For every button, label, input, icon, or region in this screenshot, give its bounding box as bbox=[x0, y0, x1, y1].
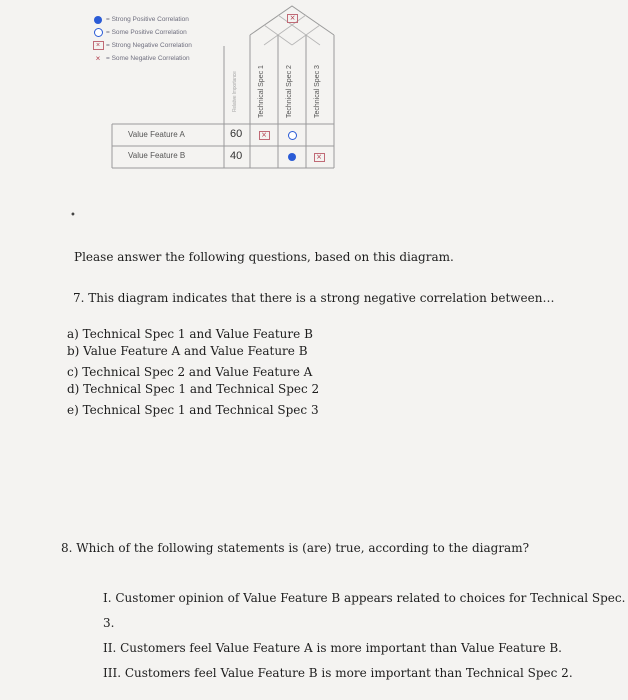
row-label-value-feature-b: Value Feature B bbox=[128, 151, 186, 160]
importance-value-b: 40 bbox=[230, 150, 243, 162]
question-7: 7. This diagram indicates that there is a strong negative correlation between… bbox=[73, 291, 555, 305]
option-d[interactable]: d) Technical Spec 1 and Technical Spec 2 bbox=[67, 382, 320, 396]
question-7-options bbox=[67, 326, 319, 419]
house-of-quality-diagram bbox=[0, 0, 628, 200]
option-c[interactable]: c) Technical Spec 2 and Value Feature A bbox=[67, 365, 313, 379]
relationship-b-spec2 bbox=[286, 151, 298, 163]
bullet-mark: • bbox=[70, 210, 76, 221]
column-header-text: Technical Spec 1 bbox=[258, 65, 265, 118]
importance-value-a: 60 bbox=[230, 128, 243, 140]
importance-column-header bbox=[232, 71, 238, 112]
column-header-technical-spec-2 bbox=[286, 65, 293, 118]
statement-ii: II. Customers feel Value Feature A is more important than Value Feature B. bbox=[103, 641, 562, 655]
open-circle-icon bbox=[288, 131, 297, 140]
question-8-statements bbox=[103, 586, 628, 686]
legend-label: = Some Negative Correlation bbox=[106, 55, 190, 62]
boxed-x-icon: × bbox=[314, 153, 325, 162]
column-header-technical-spec-3 bbox=[314, 65, 321, 118]
relationship-a-spec2 bbox=[286, 129, 298, 141]
boxed-x-icon: × bbox=[259, 131, 270, 140]
boxed-x-icon: × bbox=[92, 41, 104, 51]
boxed-x-icon: × bbox=[287, 14, 298, 23]
legend-label: = Some Positive Correlation bbox=[106, 29, 187, 36]
statement-iii: III. Customers feel Value Feature B is more important than Technical Spec 2. bbox=[103, 666, 573, 680]
instructions-text: Please answer the following questions, based on this diagram. bbox=[74, 250, 454, 264]
statement-i: I. Customer opinion of Value Feature B appears related to choices for Technical Spec. 3. bbox=[103, 591, 626, 630]
filled-circle-icon bbox=[288, 153, 296, 161]
legend-label: = Strong Positive Correlation bbox=[106, 16, 189, 23]
x-mark-icon: × bbox=[95, 53, 101, 63]
option-b[interactable]: b) Value Feature A and Value Feature B bbox=[67, 344, 308, 358]
row-label-value-feature-a: Value Feature A bbox=[128, 130, 185, 139]
legend-label: = Strong Negative Correlation bbox=[106, 42, 192, 49]
importance-header-text: Relative Importance bbox=[232, 71, 238, 112]
option-a[interactable]: a) Technical Spec 1 and Value Feature B bbox=[67, 327, 313, 341]
column-header-technical-spec-1 bbox=[258, 65, 265, 118]
relationship-b-spec3 bbox=[313, 151, 325, 163]
column-header-text: Technical Spec 2 bbox=[286, 65, 293, 118]
question-8: 8. Which of the following statements is (are) true, according to the diagram? bbox=[61, 541, 530, 555]
roof-correlation-spec1-spec3 bbox=[287, 14, 298, 23]
column-header-text: Technical Spec 3 bbox=[314, 65, 321, 118]
option-e[interactable]: e) Technical Spec 1 and Technical Spec 3 bbox=[67, 403, 319, 417]
relationship-a-spec1 bbox=[258, 129, 270, 141]
